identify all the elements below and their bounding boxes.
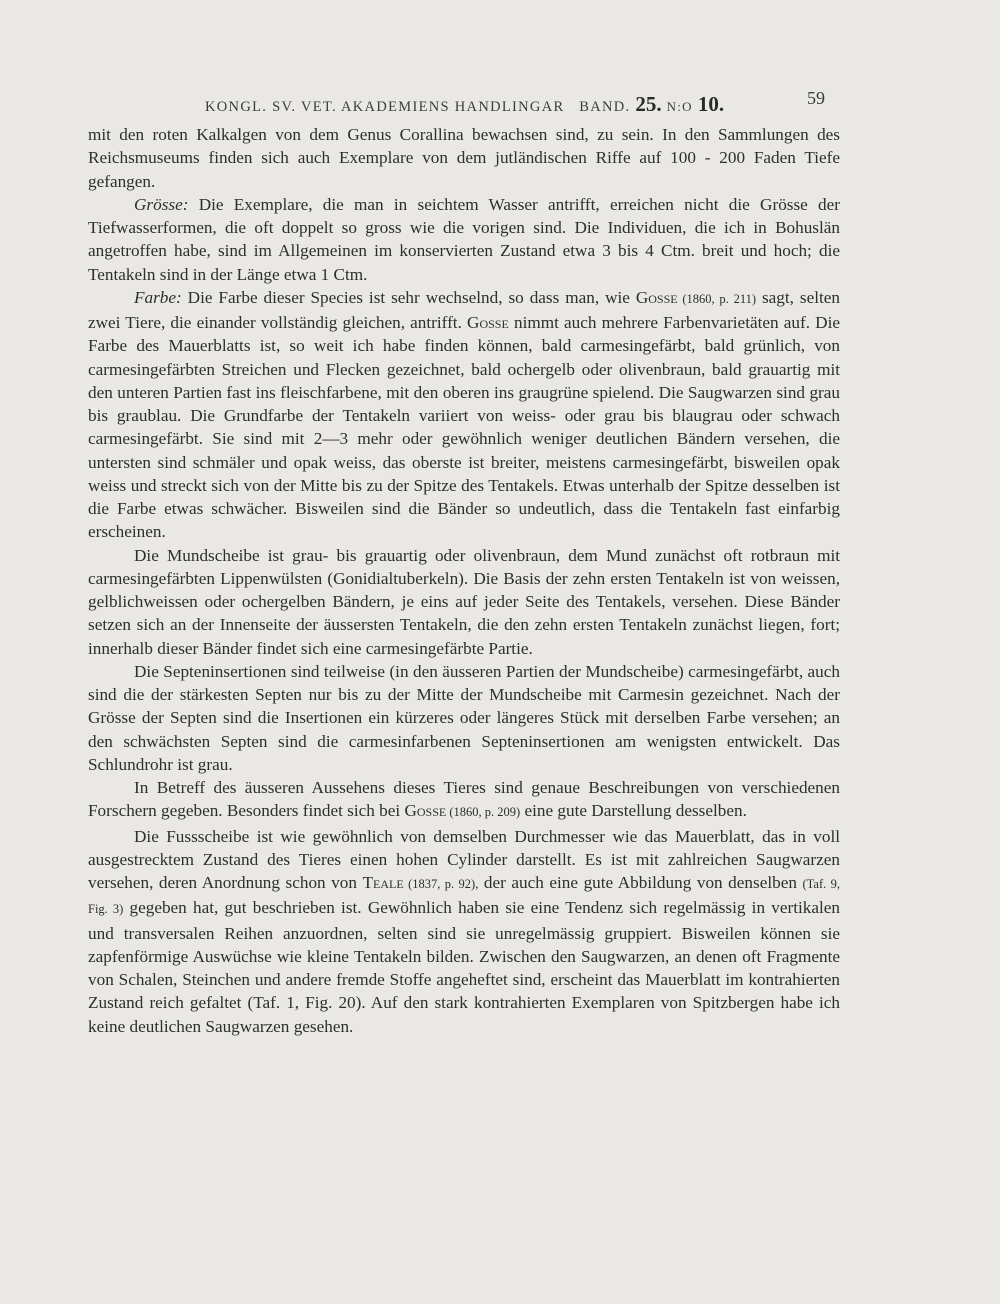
n-label: N:O <box>666 99 693 114</box>
body-text <box>88 123 840 1038</box>
n-number: 10. <box>697 92 725 116</box>
author-citation: Teale <box>362 873 404 892</box>
journal-title: KONGL. SV. VET. AKADEMIENS HANDLINGAR <box>205 99 565 115</box>
running-header <box>205 84 825 114</box>
mouth-disc-text: Die Mundscheibe ist grau- bis grauartig oder olivenbraun, dem Mund zunächst oft rotbraun mit carmesingefärbten Lippenwülsten (Gonidialtuberkeln). Die Basis der zehn ersten Tentakeln ist von weissen, gelblichweissen oder ochergelben Bändern, je eins auf jeder Seite des Tentakels, versehen. Diese Bänder setzen sich an der Innenseite der äussersten Tentakeln, die den zehn ersten Tentakeln zunächst liegen, fort; innerhalb dieser Bänder findet sich eine carmesingefärbte Partie. <box>88 545 840 658</box>
colour-text-2: sagt, selten zwei Tiere, die einander vollständig gleichen, antrifft. <box>88 287 841 332</box>
figure-reference: (Taf. 9, Fig. 3) <box>88 877 840 917</box>
size-heading: Grösse: <box>134 194 189 214</box>
author-citation: Gosse <box>635 287 678 307</box>
appearance-text-1: In Betreff des äusseren Aussehens dieses Tieres sind genaue Beschreibungen von verschiedenen Forschern gegeben. Besonders findet sich bei <box>88 778 840 821</box>
paragraph-size <box>88 193 840 286</box>
appearance-text-2: eine gute Darstellung desselben. <box>520 801 747 821</box>
reference-citation: (1837, p. 92), <box>403 877 479 891</box>
page-number: 59 <box>807 88 825 108</box>
septa-text: Die Septeninsertionen sind teilweise (in den äusseren Partien der Mundscheibe) carmesingefärbt, auch sind die der stärkesten Septen nur bis zu der Mitte der Mundscheibe mit Carmesin gezeichnet. Nach der Grösse der Septen sind die Insertionen ein kürzeres oder längeres Stück mit derselben Farbe versehen; an den schwächsten Septen sind die carmesinfarbenen Septeninsertionen am wenigsten entwickelt. Das Schlundrohr ist grau. <box>88 661 840 774</box>
size-text: Die Exemplare, die man in seichtem Wasser antrifft, erreichen nicht die Grösse der Tiefwasserformen, die oft doppelt so gross wie die vorigen sind. Die Individuen, die ich in Bohuslän angetroffen habe, sind im Allgemeinen im konservierten Zustand etwa 3 bis 4 Ctm. breit und hoch; die Tentakeln sind in der Länge etwa 1 Ctm. <box>88 194 840 284</box>
foot-disc-text-3: gegeben hat, gut beschrieben ist. Gewöhnlich haben sie eine Tendenz sich regelmässig in vertikalen und transversalen Reihen anzuordnen, selten sind sie unregelmässig gruppiert. Bisweilen können sie zapfenförmige Auswüchse wie kleine Tentakeln bilden. Zwischen den Saugwarzen, an denen oft Fragmente von Schalen, Steinchen und andere fremde Stoffe angeheftet sind, erscheint das Mauerblatt im kontrahierten Zustand reich gefaltet (Taf. 1, Fig. 20). Auf den stark kontrahierten Exemplaren von Spitzbergen habe ich keine deutlichen Saugwarzen gesehen. <box>88 898 840 1036</box>
colour-text-1: Die Farbe dieser Species ist sehr wechselnd, so dass man, wie <box>181 287 636 307</box>
author-citation: Gosse <box>404 801 447 821</box>
band-label: BAND. <box>579 99 631 115</box>
author-citation: Gosse <box>467 313 509 332</box>
paragraph-colour <box>88 286 840 544</box>
paragraph-mouth-disc <box>88 544 840 660</box>
paragraph-septa <box>88 660 840 776</box>
foot-disc-text-1: Die Fussscheibe ist wie gewöhnlich von demselben Durchmesser wie das Mauerblatt, das in voll ausgestrecktem Zustand des Tieres einen hohen Cylinder darstellt. Es ist mit zahlreichen Saugwarzen versehen, deren Anordnung schon von <box>88 826 840 892</box>
colour-text-3: nimmt auch mehrere Farbenvarietäten auf. Die Farbe des Mauerblatts ist, so weit ich habe finden können, bald carmesingefärbt, bald grünlich, von carmesingefärbten Streichen und Flecken gezeichnet, bald ochergelb oder olivenbraun, bald grauartig mit den unteren Partien fast ins fleischfarbene, mit den oberen ins graugrüne spielend. Die Saugwarzen sind grau bis graublau. Die Grundfarbe der Tentakeln variiert von weiss- oder grau bis blaugrau oder schwach carmesingefärbt. Sie sind mit 2—3 mehr oder gewöhnlich weniger deutlichen Bändern versehen, die untersten sind schmäler und opak weiss, das oberste ist breiter, meistens carmesingefärbt, bisweilen opak weiss und streckt sich von der Mitte bis zu der Spitze des Tentakels. Etwas unterhalb der Spitze desselben ist die Farbe etwas schwächer. Bisweilen sind die Bänder so undeutlich, dass die Tentakeln fast einfarbig erscheinen. <box>88 313 840 542</box>
reference-citation: (1860, p. 209) <box>446 805 521 820</box>
paragraph-1 <box>88 123 840 193</box>
paragraph-1-text: mit den roten Kalkalgen von dem Genus Corallina bewachsen sind, zu sein. In den Sammlungen des Reichsmuseums finden sich auch Exemplare von dem jutländischen Riffe auf 100 - 200 Faden Tiefe gefangen. <box>88 125 840 191</box>
reference-citation: (1860, p. 211) <box>677 291 757 306</box>
running-title <box>205 92 724 117</box>
colour-heading: Farbe: <box>134 287 182 307</box>
paragraph-appearance <box>88 776 840 825</box>
paragraph-foot-disc <box>88 825 840 1038</box>
foot-disc-text-2: der auch eine gute Abbildung von denselben <box>478 873 803 892</box>
band-number: 25. <box>635 92 662 116</box>
